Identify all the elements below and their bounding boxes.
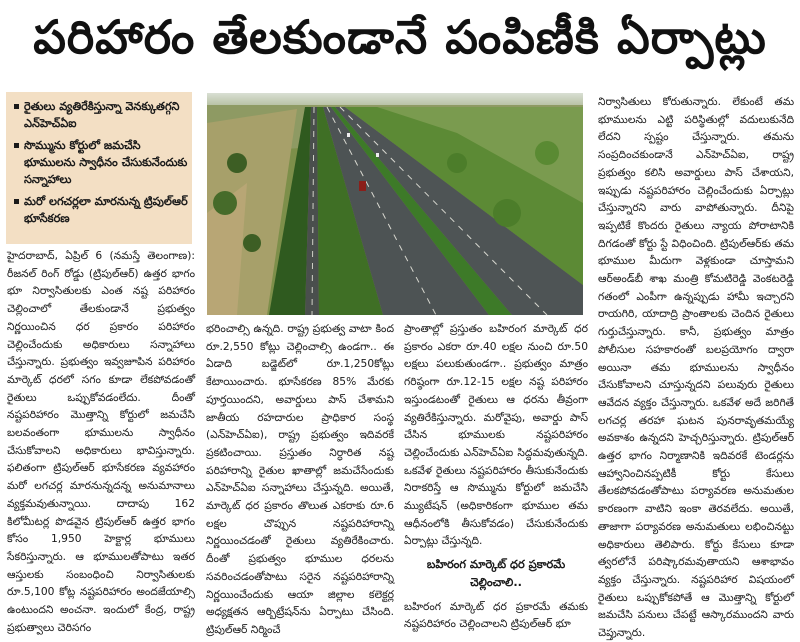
bullet-icon — [14, 199, 19, 204]
highlight-text: రైతులు వ్యతిరేకిస్తున్నా వెనక్కుతగ్గని ఎన్‌హెచ్‌ఏఐ — [24, 100, 180, 130]
highlight-text: మరో లగచర్లలా మారనున్న ట్రిపుల్‌ఆర్‌ భూసేకరణ — [24, 195, 188, 225]
article-paragraph: నిర్వాసితులు కోరుతున్నారు. లేకుంటే తమ భూములను ఎట్టి పరిస్థితుల్లో వదులుకునేది లేదని స్పష్టం చేస్తున్నారు. తమను సంప్రదించకుండానే ఎన్‌హెచ్‌ఏఐ, రాష్ట్ర ప్రభుత్వం కలిసి అవార్డులు పాస్‌ చేశాయని, ఇప్పుడు నష్టపరిహారం చెల్లించేందుకు ఏర్పాట్లు చేస్తున్నారని వారు వాపోతున్నారు. దీనిపై ఇప్పటికే కొందరు రైతులు న్యాయ పోరాటానికి దిగడంతో కోర్టు స్టే విధించింది. ట్రిపుల్‌ఆర్‌కు తమ భూముల మీదుగా వెళ్లకుండా చూస్తామని ఆర్‌అండ్‌బీ శాఖ మంత్రి కోమటిరెడ్డి వెంకటరెడ్డి గతంలో ఎంపీగా ఉన్నప్పుడు హామీ ఇచ్చారని రాయగిరి, యాదాద్రి ప్రాంతాలకు చెందిన రైతులు గుర్తుచేస్తున్నారు. కానీ, ప్రభుత్వం మాత్రం పోలీసుల సహకారంతో బలప్రయోగం ద్వారా అయినా తమ భూములను స్వాధీనం చేసుకోవాలని చూస్తున్నదని పలువురు రైతులు ఆవేదన వ్యక్తం చేస్తున్నారు. ఒకవేళ అదే జరిగితే లగచర్ల తరహా ఘటన పునరావృతమయ్యే అవకాశం ఉన్నదని హెచ్చరిస్తున్నారు. ట్రిపుల్‌ఆర్‌ ఉత్తర భాగం నిర్మాణానికి ఇదివరకే టెండర్లను ఆహ్వానించినప్పటికీ కోర్టు కేసులు తేలకపోవడంతోపాటు పర్యావరణ అనుమతుల కారణంగా వాటిని ఇంకా తెరవలేదు. అయితే, తాజాగా పర్యావరణ అనుమతులు లభించినట్టు అధికారులు తెలిపారు. కోర్టు కేసులు కూడా త్వరలోనే పరిష్కారమవుతాయని ఆశాభావం వ్యక్తం చేస్తున్నారు. నష్టపరిహార విషయంలో రైతులు ఒప్పుకోకపోతే ఆ మొత్తాన్ని కోర్టులో జమచేసి పనులు చేపట్టే ఆస్కారముందని వారు చెప్తున్నారు. — [598, 95, 794, 640]
headline: పరిహారం తేలకుండానే పంపిణీకి ఏర్పాట్లు — [33, 10, 767, 64]
highway-aerial-photo — [207, 93, 583, 315]
article-column-1 — [7, 247, 195, 636]
article-paragraph: భరించాల్సి ఉన్నది. రాష్ట్ర ప్రభుత్వ వాటా కింద రూ.2,550 కోట్లు చెల్లించాల్సి ఉండగా.. ఈ ఏడాది బడ్జెట్‌లో రూ.1,250కోట్లు కేటాయించారు. భూసేకరణ 85% మేరకు పూర్తయిందని, అవార్డులు పాస్‌ చేశామని జాతీయ రహదారుల ప్రాధికార సంస్థ (ఎన్‌హెచ్‌ఏఐ), రాష్ట్ర ప్రభుత్వం ఇదివరకే ప్రకటించాయి. ప్రస్తుతం నిర్ధారిత నష్ట పరిహారాన్ని రైతుల ఖాతాల్లో జమచేసేందుకు ఎన్‌హెచ్‌ఏఐ సన్నాహాలు చేస్తున్నది. అయితే, మార్కెట్‌ ధర ప్రకారం తొలుత ఎకరాకు రూ.6 లక్షల చొప్పున నష్టపరిహారాన్ని నిర్ణయించడంతో రైతులు వ్యతిరేకించారు. దీంతో ప్రభుత్వం భూముల ధరలను సవరించడంతోపాటు సరైన నష్టపరిహారాన్ని నిర్ణయించేందుకు ఆయా జిల్లాల కలెక్టర్ల అధ్యక్షతన ఆర్బిట్రేషన్‌ను ఏర్పాటు చేసింది. ట్రిపుల్‌ఆర్‌ నిర్మించే — [206, 322, 394, 636]
sub-heading: బహిరంగ మార్కెట్‌ ధర ప్రకారమే చెల్లించాలి.. — [426, 558, 566, 589]
article-column-2 — [206, 320, 394, 639]
article-paragraph: హైదరాబాద్‌, ఏప్రిల్‌ 6 (నమస్తే తెలంగాణ): రీజనల్‌ రింగ్‌ రోడ్డు (ట్రిపుల్‌ఆర్‌) ఉత్తర భాగం భూ నిర్వాసితులకు ఎంత నష్ట పరిహారం చెల్లించాలో తేలకుండానే ప్రభుత్వం నిర్ణయించిన ధర ప్రకారం పరిహారం చెల్లించేందుకు అధికారులు సన్నాహాలు చేస్తున్నారు. ప్రభుత్వం ఇవ్వజూపిన పరిహారం మార్కెట్‌ ధరలో సగం కూడా లేకపోవడంతో రైతులు ఒప్పుకోవడంలేదు. దీంతో నష్టపరిహారం మొత్తాన్ని కోర్టులో జమచేసి బలవంతంగా భూములను స్వాధీనం చేసుకోవాలని అధికారులు భావిస్తున్నారు. ఫలితంగా ట్రిపుల్‌ఆర్‌ భూసేకరణ వ్యవహారం మరో లగచర్ల మారనున్నదన్న అనుమానాలు వ్యక్తమవుతున్నాయి. దాదాపు 162 కిలోమీటర్ల పొడవైన ట్రిపుల్‌ఆర్‌ ఉత్తర భాగం కోసం 1,950 హెక్టార్ల భూములు సేకరిస్తున్నారు. ఆ భూములతోపాటు ఇతర ఆస్తులకు సంబంధించి నిర్వాసితులకు రూ.5,100 కోట్ల నష్టపరిహారం అందజేయాల్సి ఉంటుందని అంచనా. ఇందులో కేంద్ర, రాష్ట్ర ప్రభుత్వాలు చెరిసగం — [7, 249, 195, 634]
bullet-icon — [14, 143, 19, 148]
article-paragraph: ప్రాంతాల్లో ప్రస్తుతం బహిరంగ మార్కెట్‌ ధర ప్రకారం ఎకరా రూ.40 లక్షల నుంచి రూ.50 లక్షలు పలుకుతుండగా.. ప్రభుత్వం మాత్రం గరిష్ఠంగా రూ.12-15 లక్షల నష్ట పరిహారం ఇస్తుండటంతో రైతులు ఆ ధరను తీవ్రంగా వ్యతిరేకిస్తున్నారు. మరోవైపు, అవార్డు పాస్‌ చేసిన భూములకు నష్టపరిహారం చెల్లించేందుకు ఎన్‌హెచ్‌ఏఐ సిద్ధమవుతున్నది. ఒకవేళ రైతులు నష్టపరిహారం తీసుకునేందుకు నిరాకరిస్తే ఆ సొమ్మును కోర్టులో జమచేసి మ్యుటేషన్‌ (అధికారికంగా భూముల తమ ఆధీనంలోకి తీసుకోవడం) చేసుకునేందుకు ఏర్పాట్లు చేస్తున్నది. — [404, 322, 588, 548]
highlight-item — [14, 193, 188, 227]
highlight-text: సొమ్మును కోర్టులో జమచేసి భూములను స్వాధీనం చేసుకునేందుకు సన్నాహాలు — [24, 139, 188, 186]
bullet-icon — [14, 104, 19, 109]
highlights-box — [6, 92, 192, 244]
article-column-4 — [598, 93, 794, 642]
highlight-item — [14, 137, 188, 188]
highlight-item — [14, 98, 188, 132]
article-column-3 — [404, 320, 588, 633]
article-paragraph: బహిరంగ మార్కెట్‌ ధర ప్రకారమే తమకు నష్టపరిహారం చెల్లించాలని ట్రిపుల్‌ఆర్‌ భూ — [404, 599, 588, 631]
